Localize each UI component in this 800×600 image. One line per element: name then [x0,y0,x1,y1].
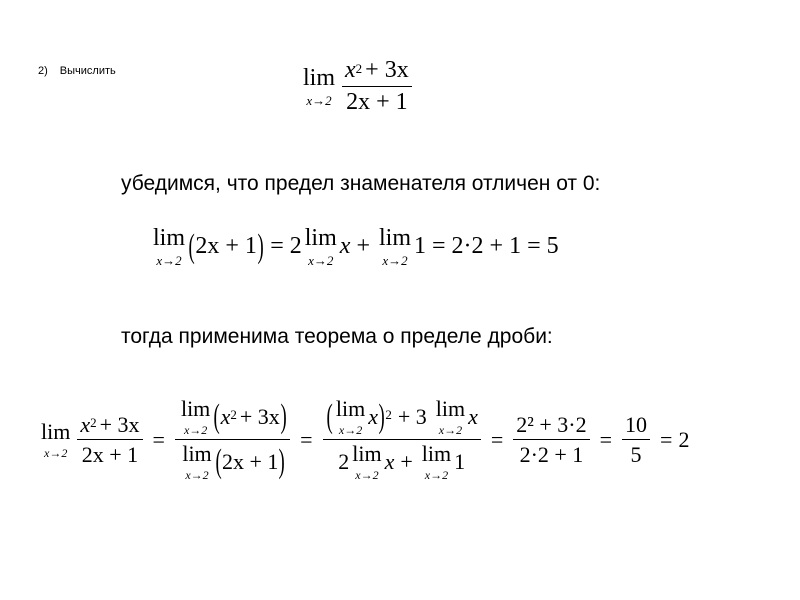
fraction: lim x→2 ( x 2 + 3x ) lim x→2 ( 2x + 1 ) [175,398,290,481]
task-text: Вычислить [59,65,116,77]
task-label [38,65,116,77]
task-number: 2) [38,65,48,77]
fraction: ( lim x→2 x ) 2 + 3 lim x→2 x 2 lim x→2 x + lim x→2 1 [323,398,481,481]
fraction: $\frac{10}{5}$ [622,413,650,466]
lim-operator: lim x→2 [41,418,71,460]
lim-operator: lim x→2 [378,225,411,268]
denominator-check-text: убедимся, что предел знаменателя отличен от 0: [121,172,601,195]
lim-operator: lim x→2 [153,225,186,268]
formula-denominator-limit: lim x→2 ( 2x + 1 ) = 2 lim x→2 x + lim x→2 1 = 2·2 + 1 = 5 [153,225,559,268]
theorem-text: тогда применима теорема о пределе дроби: [121,325,553,348]
formula-solution: lim x→2 x 2 + 3x 2x + 1 = lim x→2 ( x 2 + 3x ) lim x→2 ( 2x + 1 ) = ( lim x→2 x ) 2 + 3 lim x→2 x 2 lim x→2 x + lim x→2 1 = $\frac{\text{2² + 3·2}}{2\cdot 2 + 1}$ = $\frac{10}{5}$ = 2 [41,396,690,482]
answer: 2 [678,426,690,452]
fraction: $\frac{\text{2² + 3·2}}{2\cdot 2 + 1}$ [513,413,589,466]
formula-task [300,58,416,115]
fraction: x 2 + 3x 2x + 1 [77,413,142,466]
lim-operator: lim x→2 [304,225,337,268]
fraction: x 2 + 3x 2x + 1 [342,58,412,115]
lim-operator: lim x→2 [303,65,336,109]
